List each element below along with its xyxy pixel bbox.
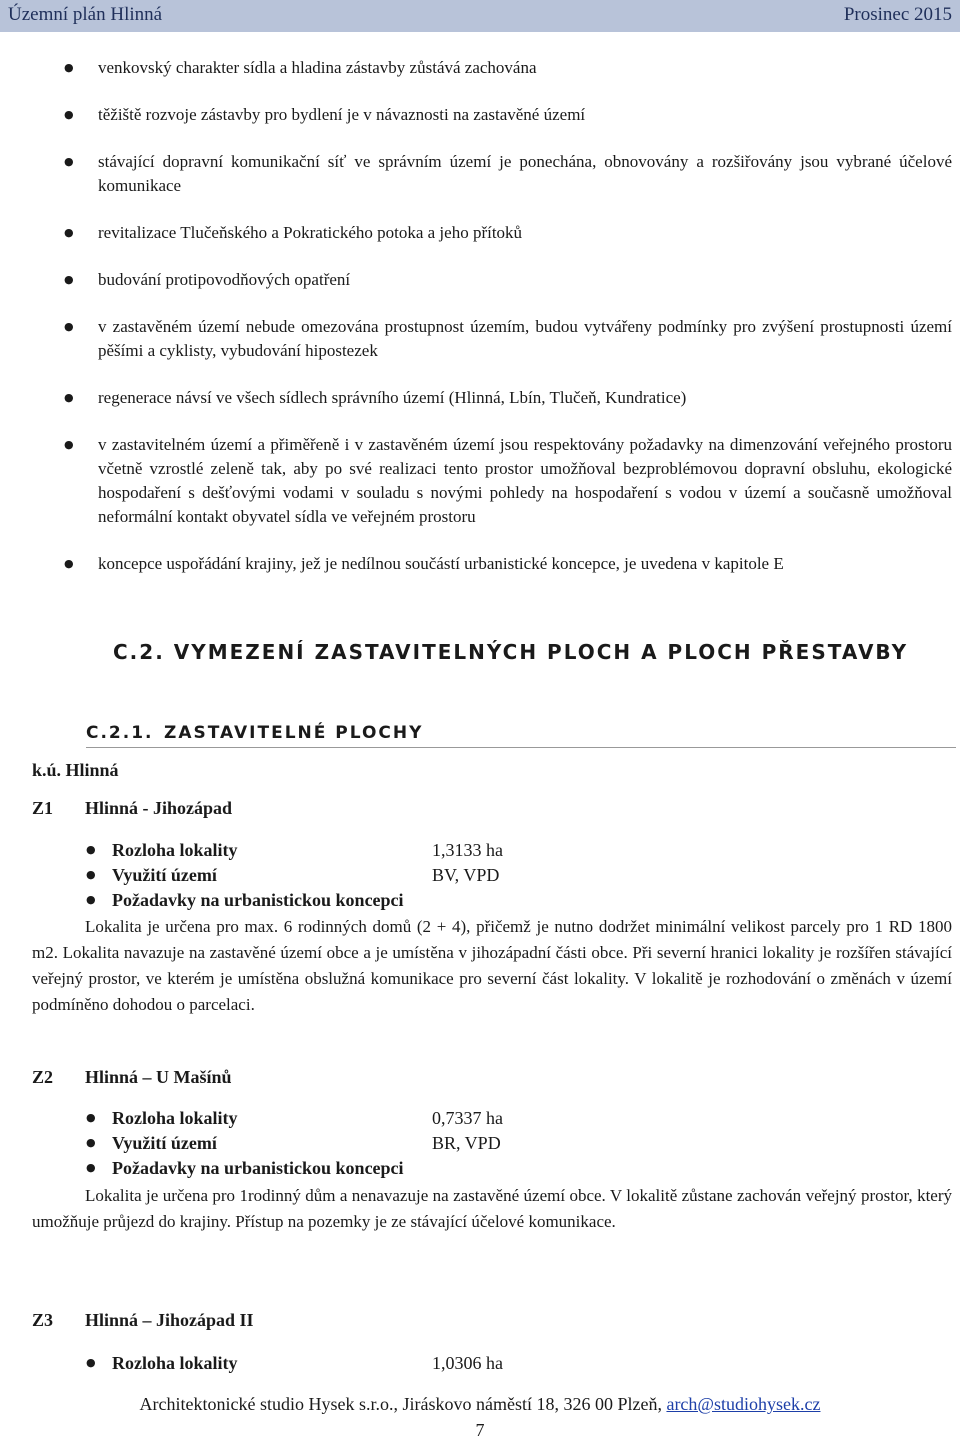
subsection-heading xyxy=(86,723,956,748)
property-use: ● Využití území BV, VPD xyxy=(0,865,960,890)
page-footer xyxy=(0,1394,960,1415)
property-requirements: ● Požadavky na urbanistickou koncepci xyxy=(0,890,960,915)
list-item: ● v zastavitelném území a přiměřeně i v zastavěném území jsou respektovány požadavky na dimenzování veřejného prostoru včetně vzrostlé zeleně tak, aby po své realizaci tento prostor umožňoval bezproblémovou dopravní obsluhu, ekologické hospodaření s dešťovými vodami v souladu s novými pohledy na hospodaření s vodou v území a současně umožňoval neformální kontakt obyvatel sídla ve veřejném prostoru xyxy=(0,433,960,529)
footer-email-link[interactable]: arch@studiohysek.cz xyxy=(666,1394,821,1414)
footer-address: Architektonické studio Hysek s.r.o., Jiráskovo náměstí 18, 326 00 Plzeň, xyxy=(139,1394,667,1414)
cadastral-area: k.ú. Hlinná xyxy=(32,760,119,780)
zone-code: Z3 xyxy=(32,1310,54,1330)
zone-description-z2: Lokalita je určena pro 1rodinný dům a nenavazuje na zastavěné území obce. V lokalitě zůstane zachován veřejný prostor, který umožňuje průjezd do krajiny. Přístup na pozemky je ze stávající účelové komunikace. xyxy=(32,1186,952,1231)
zone-code: Z1 xyxy=(32,798,54,818)
bullet-list xyxy=(0,56,960,599)
list-item: ● koncepce uspořádání krajiny, jež je nedílnou součástí urbanistické koncepce, je uvedena v kapitole E xyxy=(0,552,960,576)
page-number: 7 xyxy=(475,1420,485,1440)
zone-properties-z3 xyxy=(0,1353,960,1378)
list-item: ● venkovský charakter sídla a hladina zástavby zůstává zachována xyxy=(0,56,960,80)
property-area: ● Rozloha lokality 1,3133 ha xyxy=(0,840,960,865)
property-use: ● Využití území BR, VPD xyxy=(0,1133,960,1158)
zone-name: Hlinná - Jihozápad xyxy=(85,798,233,818)
list-item: ● v zastavěném území nebude omezována prostupnost územím, budou vytvářeny podmínky pro zvýšení prostupnosti území pěšími a cyklisty, vybudování hipostezek xyxy=(0,315,960,363)
zone-properties-z2 xyxy=(0,1108,960,1183)
subsection-title: ZASTAVITELNÉ PLOCHY xyxy=(164,723,424,743)
zone-name: Hlinná – U Mašínů xyxy=(85,1067,232,1087)
zone-code: Z2 xyxy=(32,1067,54,1087)
subsection-number: C.2.1. xyxy=(86,723,154,743)
property-requirements: ● Požadavky na urbanistickou koncepci xyxy=(0,1158,960,1183)
list-item: ● stávající dopravní komunikační síť ve správním území je ponechána, obnovovány a rozšiřovány jsou vybrané účelové komunikace xyxy=(0,150,960,198)
zone-name: Hlinná – Jihozápad II xyxy=(85,1310,254,1330)
header-title: Územní plán Hlinná xyxy=(8,4,163,25)
header-date: Prosinec 2015 xyxy=(843,4,952,25)
list-item: ● regenerace návsí ve všech sídlech správního území (Hlinná, Lbín, Tlučeň, Kundratice) xyxy=(0,386,960,410)
section-heading: C.2. VYMEZENÍ ZASTAVITELNÝCH PLOCH A PLOCH PŘESTAVBY xyxy=(113,640,909,664)
list-item: ● revitalizace Tlučeňského a Pokratického potoka a jeho přítoků xyxy=(0,221,960,245)
zone-properties-z1 xyxy=(0,840,960,915)
zone-description-z1: Lokalita je určena pro max. 6 rodinných domů (2 + 4), přičemž je nutno dodržet minimální velikost parcely pro 1 RD 1800 m2. Lokalita navazuje na zastavěné území obce a je umístěna v jihozápadní části obce. Při severní hranici lokality je rozšířen stávající veřejný prostor, ve kterém je umístěna obslužná komunikace pro severní část lokality. V lokalitě je rozhodování o změnách v území podmíněno dohodou o parcelaci. xyxy=(32,917,952,1014)
list-item: ● těžiště rozvoje zástavby pro bydlení je v návaznosti na zastavěné území xyxy=(0,103,960,127)
list-item: ● budování protipovodňových opatření xyxy=(0,268,960,292)
property-area: ● Rozloha lokality 1,0306 ha xyxy=(0,1353,960,1378)
page-header xyxy=(0,0,960,32)
property-area: ● Rozloha lokality 0,7337 ha xyxy=(0,1108,960,1133)
